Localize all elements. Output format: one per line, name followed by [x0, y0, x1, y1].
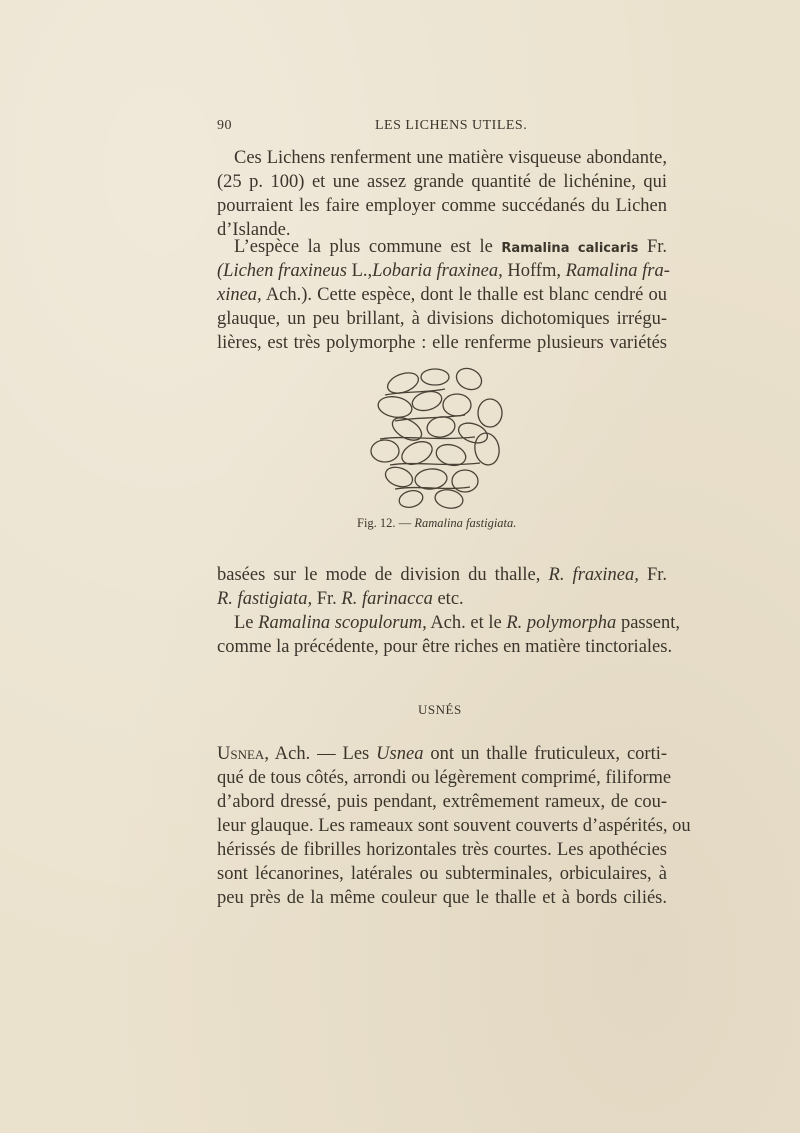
- text-line: sont lécanorines, latérales ou subterminales, orbiculaires, à: [217, 864, 667, 884]
- running-title: LES LICHENS UTILES.: [375, 118, 528, 133]
- figure-number: Fig. 12.: [357, 516, 396, 530]
- text-line: Ces Lichens renferment une matière visqueuse abondante,: [234, 148, 667, 168]
- text-line: [217, 611, 681, 635]
- text-span: xinea,: [217, 285, 262, 305]
- text-span: Fr.: [316, 589, 337, 609]
- text-line: comme la précédente, pour être riches en matière tinctoriales.: [217, 637, 673, 657]
- text-line: pourraient les faire employer comme succédanés du Lichen: [217, 196, 667, 216]
- text-line: [217, 259, 670, 283]
- text-span: R. fastigiata,: [217, 589, 313, 609]
- text-line: glauque, un peu brillant, à divisions dichotomiques irrégu-: [217, 309, 667, 329]
- text-span: —: [398, 516, 412, 530]
- text-line: [217, 283, 667, 307]
- page-header: [217, 118, 667, 140]
- text-span: passent,: [620, 613, 681, 633]
- text-span: R. farinacca: [341, 589, 433, 609]
- text-span: R. fraxinea,: [548, 565, 639, 585]
- text-span: Usnea: [376, 744, 424, 764]
- text-span: Fr.: [646, 237, 668, 257]
- text-line: d’abord dressé, puis pendant, extrêmement rameux, de cou-: [217, 792, 667, 812]
- genus-name: Usnea: [217, 744, 265, 764]
- text-span: Le: [234, 613, 254, 633]
- text-line: [217, 235, 667, 259]
- text-span: Fr.: [646, 565, 667, 585]
- text-span: L.,: [351, 261, 373, 281]
- page-number: 90: [217, 118, 232, 133]
- text-span: basées sur le mode de division du thalle,: [217, 565, 541, 585]
- figure-caption: [357, 516, 516, 531]
- text-line: [217, 587, 667, 611]
- text-line: leur glauque. Les rameaux sont souvent couverts d’aspérités, ou: [217, 816, 691, 836]
- text-span: Hoffm,: [507, 261, 561, 281]
- text-span: Lobaria fraxinea,: [372, 261, 503, 281]
- text-span: , Ach. — Les: [264, 744, 370, 764]
- text-line: qué de tous côtés, arrondi ou légèrement comprimé, filiforme: [217, 768, 672, 788]
- text-line: [217, 563, 667, 587]
- text-span: Ach. et le: [430, 613, 502, 633]
- lichen-illustration: [365, 363, 515, 513]
- text-span: L’espèce la plus commune est le: [234, 237, 493, 257]
- figure-caption-text: Ramalina fastigiata.: [414, 516, 517, 530]
- text-span: etc.: [437, 589, 464, 609]
- text-line: (25 p. 100) et une assez grande quantité de lichénine, qui: [217, 172, 667, 192]
- text-span: (Lichen fraxineus: [217, 261, 347, 281]
- text-span: Ramalina scopulorum,: [258, 613, 427, 633]
- text-line: lières, est très polymorphe : elle renferme plusieurs variétés: [217, 333, 667, 353]
- text-span: Ramalina fra-: [565, 261, 670, 281]
- text-line: [217, 742, 667, 766]
- text-line: hérissés de fibrilles horizontales très courtes. Les apothécies: [217, 840, 667, 860]
- text-span: R. polymorpha: [506, 613, 617, 633]
- text-line: peu près de la même couleur que le thalle et à bords ciliés.: [217, 888, 667, 908]
- text-span: Ach.). Cette espèce, dont le thalle est blanc cendré ou: [265, 285, 667, 305]
- section-title: USNÉS: [418, 702, 462, 717]
- text-span: ont un thalle fruticuleux, corti-: [430, 744, 668, 764]
- species-name: Ramalina calicaris: [501, 241, 639, 256]
- text-line: d’Islande.: [217, 220, 291, 240]
